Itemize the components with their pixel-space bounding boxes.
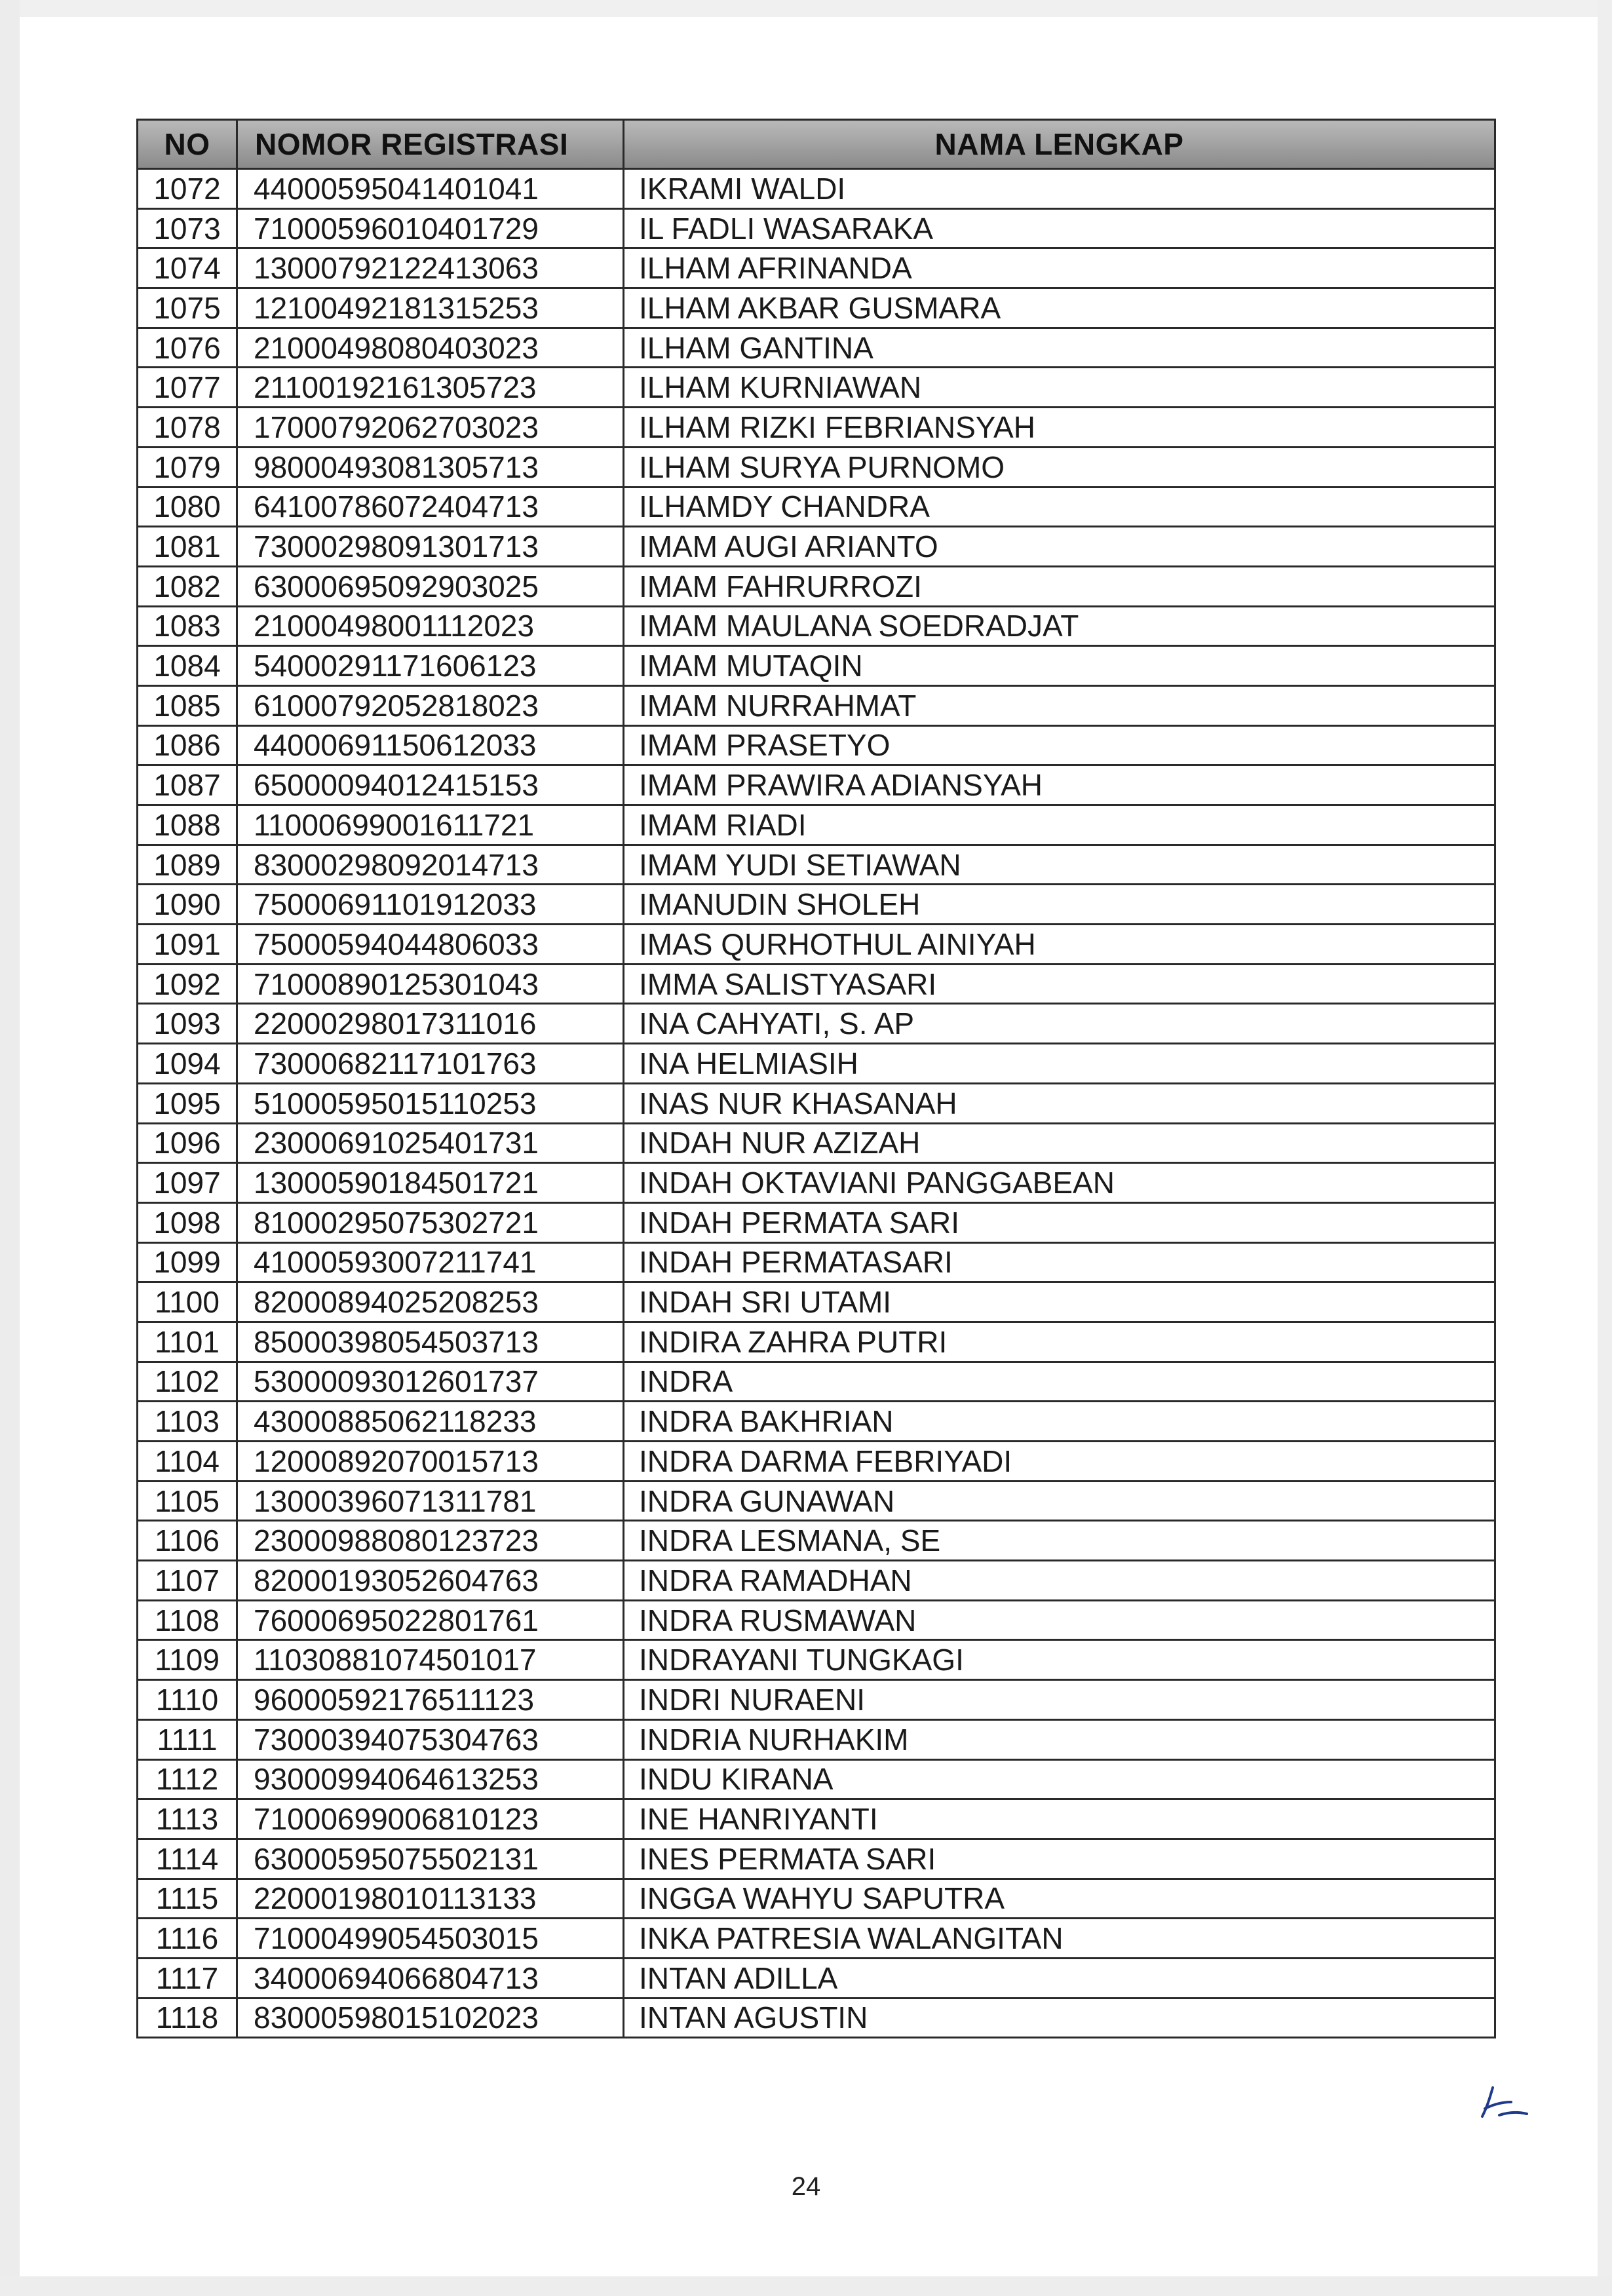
full-name: INTAN ADILLA — [624, 1958, 1495, 1998]
header-registration-number: NOMOR REGISTRASI — [237, 120, 624, 169]
table-header — [138, 120, 1495, 169]
row-number: 1114 — [138, 1839, 237, 1879]
table-row — [138, 1561, 1495, 1601]
full-name: ILHAM AKBAR GUSMARA — [624, 288, 1495, 328]
registration-number: 83000598015102023 — [237, 1998, 624, 2038]
full-name: INDRA LESMANA, SE — [624, 1521, 1495, 1561]
registration-number: 43000885062118233 — [237, 1402, 624, 1442]
full-name: INDAH PERMATASARI — [624, 1242, 1495, 1282]
row-number: 1102 — [138, 1362, 237, 1402]
row-number: 1107 — [138, 1561, 237, 1601]
table-row — [138, 1719, 1495, 1759]
row-number: 1110 — [138, 1680, 237, 1720]
row-number: 1092 — [138, 964, 237, 1004]
full-name: IMMA SALISTYASARI — [624, 964, 1495, 1004]
table-row — [138, 685, 1495, 725]
row-number: 1085 — [138, 685, 237, 725]
registration-number: 82000193052604763 — [237, 1561, 624, 1601]
table-row — [138, 1521, 1495, 1561]
full-name: INDAH NUR AZIZAH — [624, 1123, 1495, 1163]
full-name: ILHAMDY CHANDRA — [624, 487, 1495, 527]
table-row — [138, 1442, 1495, 1482]
registration-number: 73000394075304763 — [237, 1719, 624, 1759]
registration-number: 64100786072404713 — [237, 487, 624, 527]
full-name: INDRA DARMA FEBRIYADI — [624, 1442, 1495, 1482]
row-number: 1113 — [138, 1799, 237, 1839]
registration-number: 21000498080403023 — [237, 328, 624, 368]
full-name: ILHAM GANTINA — [624, 328, 1495, 368]
registration-number: 44000595041401041 — [237, 169, 624, 209]
full-name: IMAM PRASETYO — [624, 725, 1495, 765]
row-number: 1074 — [138, 248, 237, 288]
full-name: INGGA WAHYU SAPUTRA — [624, 1879, 1495, 1919]
row-number: 1101 — [138, 1322, 237, 1362]
row-number: 1103 — [138, 1402, 237, 1442]
registration-number: 41000593007211741 — [237, 1242, 624, 1282]
row-number: 1112 — [138, 1759, 237, 1799]
full-name: IMAM FAHRURROZI — [624, 566, 1495, 606]
table-row — [138, 368, 1495, 408]
full-name: INES PERMATA SARI — [624, 1839, 1495, 1879]
full-name: ILHAM KURNIAWAN — [624, 368, 1495, 408]
scan-edge-top — [0, 0, 1612, 17]
row-number: 1076 — [138, 328, 237, 368]
full-name: INDRAYANI TUNGKAGI — [624, 1640, 1495, 1680]
registration-number: 53000093012601737 — [237, 1362, 624, 1402]
row-number: 1079 — [138, 447, 237, 487]
table-row — [138, 1362, 1495, 1402]
header-no: NO — [138, 120, 237, 169]
row-number: 1117 — [138, 1958, 237, 1998]
row-number: 1097 — [138, 1163, 237, 1203]
registration-number: 73000682117101763 — [237, 1044, 624, 1084]
table-row — [138, 1083, 1495, 1123]
table-row — [138, 1242, 1495, 1282]
table-row — [138, 1044, 1495, 1084]
registration-number: 65000094012415153 — [237, 765, 624, 805]
registration-number: 73000298091301713 — [237, 527, 624, 567]
header-row — [138, 120, 1495, 169]
registration-number: 75000691101912033 — [237, 885, 624, 925]
full-name: INDAH SRI UTAMI — [624, 1282, 1495, 1322]
row-number: 1081 — [138, 527, 237, 567]
full-name: INDRI NURAENI — [624, 1680, 1495, 1720]
row-number: 1078 — [138, 408, 237, 448]
row-number: 1105 — [138, 1481, 237, 1521]
row-number: 1089 — [138, 845, 237, 885]
scan-edge-left — [0, 0, 20, 2296]
registration-number: 11000699001611721 — [237, 805, 624, 845]
row-number: 1095 — [138, 1083, 237, 1123]
registration-number: 63000695092903025 — [237, 566, 624, 606]
full-name: INDRA RUSMAWAN — [624, 1600, 1495, 1640]
table-row — [138, 1759, 1495, 1799]
full-name: INA CAHYATI, S. AP — [624, 1004, 1495, 1044]
full-name: ILHAM SURYA PURNOMO — [624, 447, 1495, 487]
registration-number: 13000590184501721 — [237, 1163, 624, 1203]
registration-number: 71000699006810123 — [237, 1799, 624, 1839]
row-number: 1077 — [138, 368, 237, 408]
scan-edge-right — [1598, 0, 1612, 2296]
registration-number: 71000890125301043 — [237, 964, 624, 1004]
registration-number: 81000295075302721 — [237, 1202, 624, 1242]
full-name: IMAS QURHOTHUL AINIYAH — [624, 925, 1495, 965]
full-name: IMAM RIADI — [624, 805, 1495, 845]
registration-number: 22000298017311016 — [237, 1004, 624, 1044]
row-number: 1080 — [138, 487, 237, 527]
table-row — [138, 527, 1495, 567]
full-name: IMAM NURRAHMAT — [624, 685, 1495, 725]
full-name: INDAH PERMATA SARI — [624, 1202, 1495, 1242]
full-name: INDU KIRANA — [624, 1759, 1495, 1799]
table-row — [138, 1163, 1495, 1203]
full-name: INDRA BAKHRIAN — [624, 1402, 1495, 1442]
row-number: 1096 — [138, 1123, 237, 1163]
full-name: IMAM YUDI SETIAWAN — [624, 845, 1495, 885]
table-row — [138, 805, 1495, 845]
page-number: 24 — [791, 2172, 821, 2201]
scan-edge-bottom — [0, 2276, 1612, 2296]
full-name: IMAM AUGI ARIANTO — [624, 527, 1495, 567]
full-name: INDRA — [624, 1362, 1495, 1402]
full-name: IMAM MUTAQIN — [624, 646, 1495, 686]
row-number: 1115 — [138, 1879, 237, 1919]
registration-table — [136, 119, 1496, 2038]
row-number: 1094 — [138, 1044, 237, 1084]
table-row — [138, 885, 1495, 925]
table-row — [138, 1640, 1495, 1680]
registration-number: 54000291171606123 — [237, 646, 624, 686]
row-number: 1098 — [138, 1202, 237, 1242]
table-row — [138, 169, 1495, 209]
table-row — [138, 1919, 1495, 1959]
row-number: 1111 — [138, 1719, 237, 1759]
registration-number: 61000792052818023 — [237, 685, 624, 725]
table-row — [138, 447, 1495, 487]
row-number: 1099 — [138, 1242, 237, 1282]
row-number: 1088 — [138, 805, 237, 845]
table-row — [138, 408, 1495, 448]
initial-signature-mark — [1473, 2082, 1532, 2128]
table-row — [138, 1402, 1495, 1442]
full-name: INDRIA NURHAKIM — [624, 1719, 1495, 1759]
table-row — [138, 1481, 1495, 1521]
table-row — [138, 765, 1495, 805]
row-number: 1104 — [138, 1442, 237, 1482]
full-name: IMANUDIN SHOLEH — [624, 885, 1495, 925]
table-row — [138, 1123, 1495, 1163]
table-row — [138, 1282, 1495, 1322]
table-row — [138, 845, 1495, 885]
registration-number: 83000298092014713 — [237, 845, 624, 885]
table-row — [138, 566, 1495, 606]
table-row — [138, 1322, 1495, 1362]
registration-number: 17000792062703023 — [237, 408, 624, 448]
table-row — [138, 925, 1495, 965]
table-row — [138, 1004, 1495, 1044]
full-name: INDIRA ZAHRA PUTRI — [624, 1322, 1495, 1362]
full-name: INKA PATRESIA WALANGITAN — [624, 1919, 1495, 1959]
row-number: 1073 — [138, 208, 237, 248]
full-name: INDRA RAMADHAN — [624, 1561, 1495, 1601]
table-row — [138, 328, 1495, 368]
full-name: INE HANRIYANTI — [624, 1799, 1495, 1839]
registration-number: 75000594044806033 — [237, 925, 624, 965]
row-number: 1106 — [138, 1521, 237, 1561]
registration-number: 71000499054503015 — [237, 1919, 624, 1959]
table-body — [138, 169, 1495, 2038]
row-number: 1093 — [138, 1004, 237, 1044]
registration-number: 23000988080123723 — [237, 1521, 624, 1561]
table-row — [138, 606, 1495, 646]
table-row — [138, 1958, 1495, 1998]
full-name: IL FADLI WASARAKA — [624, 208, 1495, 248]
full-name: INDRA GUNAWAN — [624, 1481, 1495, 1521]
row-number: 1108 — [138, 1600, 237, 1640]
registration-number: 12000892070015713 — [237, 1442, 624, 1482]
table-row — [138, 1600, 1495, 1640]
full-name: INA HELMIASIH — [624, 1044, 1495, 1084]
full-name: IKRAMI WALDI — [624, 169, 1495, 209]
registration-number: 13000396071311781 — [237, 1481, 624, 1521]
registration-number: 93000994064613253 — [237, 1759, 624, 1799]
table-row — [138, 964, 1495, 1004]
registration-number: 13000792122413063 — [237, 248, 624, 288]
row-number: 1100 — [138, 1282, 237, 1322]
full-name: IMAM MAULANA SOEDRADJAT — [624, 606, 1495, 646]
registration-number: 85000398054503713 — [237, 1322, 624, 1362]
row-number: 1090 — [138, 885, 237, 925]
table-row — [138, 1799, 1495, 1839]
registration-number: 12100492181315253 — [237, 288, 624, 328]
table-row — [138, 208, 1495, 248]
table-row — [138, 1202, 1495, 1242]
table-row — [138, 725, 1495, 765]
row-number: 1091 — [138, 925, 237, 965]
row-number: 1109 — [138, 1640, 237, 1680]
row-number: 1083 — [138, 606, 237, 646]
registration-number: 82000894025208253 — [237, 1282, 624, 1322]
registration-number: 21100192161305723 — [237, 368, 624, 408]
row-number: 1086 — [138, 725, 237, 765]
table-row — [138, 1839, 1495, 1879]
registration-number: 23000691025401731 — [237, 1123, 624, 1163]
header-full-name: NAMA LENGKAP — [624, 120, 1495, 169]
table-row — [138, 288, 1495, 328]
row-number: 1072 — [138, 169, 237, 209]
registration-number: 21000498001112023 — [237, 606, 624, 646]
registration-number: 76000695022801761 — [237, 1600, 624, 1640]
row-number: 1116 — [138, 1919, 237, 1959]
registration-number: 11030881074501017 — [237, 1640, 624, 1680]
registration-number: 22000198010113133 — [237, 1879, 624, 1919]
row-number: 1082 — [138, 566, 237, 606]
full-name: ILHAM AFRINANDA — [624, 248, 1495, 288]
table-row — [138, 487, 1495, 527]
full-name: IMAM PRAWIRA ADIANSYAH — [624, 765, 1495, 805]
registration-number: 44000691150612033 — [237, 725, 624, 765]
table-row — [138, 646, 1495, 686]
registration-number: 51000595015110253 — [237, 1083, 624, 1123]
full-name: ILHAM RIZKI FEBRIANSYAH — [624, 408, 1495, 448]
full-name: INTAN AGUSTIN — [624, 1998, 1495, 2038]
registration-number: 34000694066804713 — [237, 1958, 624, 1998]
table-row — [138, 1998, 1495, 2038]
row-number: 1087 — [138, 765, 237, 805]
registration-number: 96000592176511123 — [237, 1680, 624, 1720]
full-name: INAS NUR KHASANAH — [624, 1083, 1495, 1123]
table-row — [138, 248, 1495, 288]
full-name: INDAH OKTAVIANI PANGGABEAN — [624, 1163, 1495, 1203]
registration-number: 98000493081305713 — [237, 447, 624, 487]
registration-number: 63000595075502131 — [237, 1839, 624, 1879]
row-number: 1118 — [138, 1998, 237, 2038]
registration-number: 71000596010401729 — [237, 208, 624, 248]
row-number: 1084 — [138, 646, 237, 686]
table-row — [138, 1879, 1495, 1919]
row-number: 1075 — [138, 288, 237, 328]
table-row — [138, 1680, 1495, 1720]
